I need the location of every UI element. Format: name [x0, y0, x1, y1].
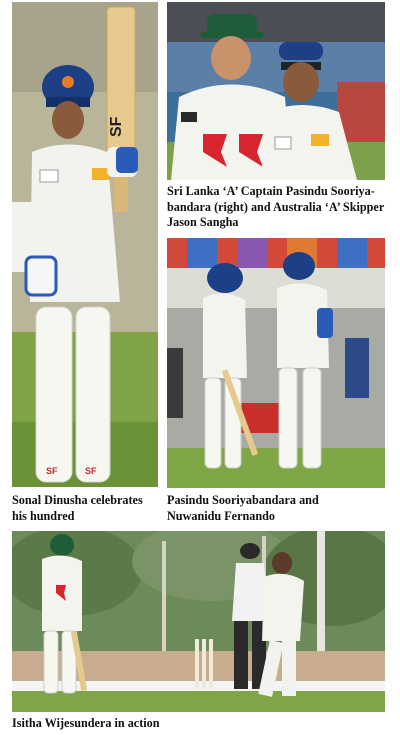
caption-line: bandara (right) and Australia ‘A’ Skipper [167, 199, 385, 214]
caption-line: Nuwanidu Fernando [167, 508, 276, 523]
photo-batting-pair [167, 238, 385, 488]
caption-line: his hundred [12, 508, 75, 523]
caption-photo-3 [167, 493, 395, 524]
svg-text:SF: SF [108, 116, 125, 137]
caption-line: Isitha Wijesundera in action [12, 716, 160, 730]
svg-text:SF: SF [46, 466, 58, 476]
photo-isitha-wijesundera [12, 531, 385, 712]
photo-sonal-dinusha [12, 2, 158, 487]
caption-photo-4 [12, 716, 392, 732]
caption-line: Sri Lanka ‘A’ Captain Pasindu Sooriya- [167, 184, 375, 198]
photo-captains [167, 2, 385, 180]
caption-photo-1 [12, 493, 162, 524]
caption-line: Pasindu Sooriyabandara and [167, 493, 319, 507]
caption-photo-2 [167, 184, 395, 231]
svg-text:SF: SF [85, 466, 97, 476]
caption-line: Sonal Dinusha celebrates [12, 493, 143, 507]
caption-line: Jason Sangha [167, 215, 239, 229]
